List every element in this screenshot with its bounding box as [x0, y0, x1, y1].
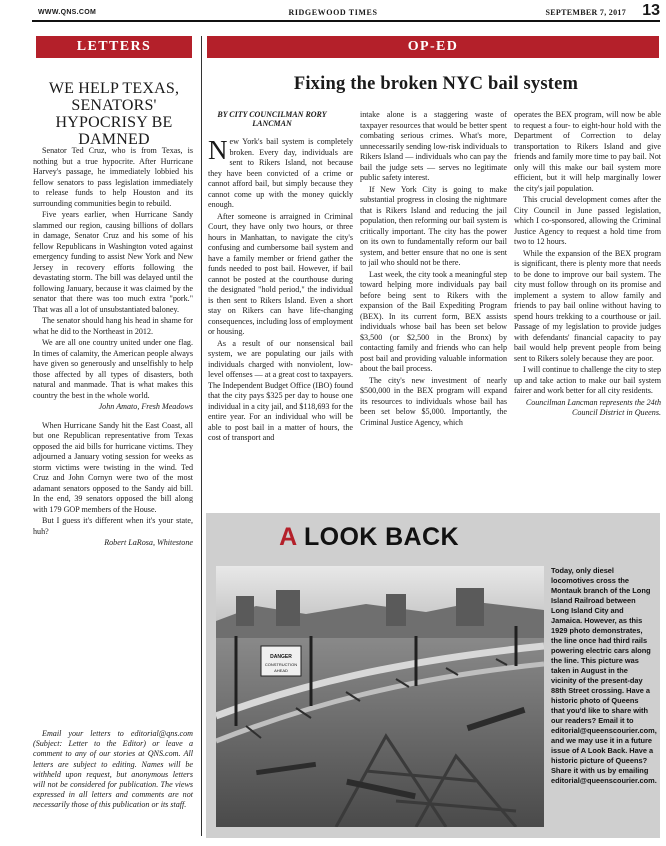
look-back-title-a: A — [279, 523, 304, 551]
photo-caption: Today, only diesel locomotives cross the Montauk branch of the Long Island Railroad between Long Island City and Jamaica. However, as this 1929 photo demonstrates, the line once had third rails powering electric cars along the line. This picture was taken in August in the vicinity of the present-day 88th Street crossing. Have a historic photo of Queens that you'd like to share with our readers? Email it to editorial@queenscourier.com, and we may use it in a future issue of A Look Back. Have a historic picture of Queens? Share it with us by emailing editorial@queenscourier.com. — [551, 566, 657, 785]
letter2-signature: Robert LaRosa, Whitestone — [104, 538, 193, 547]
photo-sign-text: DANGER — [270, 654, 292, 660]
oped-para: Last week, the city took a meaningful step toward helping more individuals pay bail before being sent to Rikers with the expansion of the Bail Expediting Program (BEX). In its current form, BEX assists individuals whose bail has been set below $3,500 (or $2,500 in the Bronx) by contacting family and friends who can help post bail and providing valuable information about the bail process. — [360, 269, 507, 373]
look-back-panel — [206, 513, 660, 838]
header-rule — [32, 20, 660, 22]
letters-body — [33, 146, 193, 557]
oped-para: intake alone is a staggering waste of taxpayer resources that would be better spent combating serious crimes. What's more, unnecessarily sending low-risk individuals to Rikers Island — individuals who can pay the bail the judge sets — serves no legitimate public safety interest. — [360, 110, 507, 182]
oped-para: If New York City is going to make substantial progress in closing the nightmare that is Rikers Island and reducing the jail population, then reforming our bail system is critically important. The city has the power on its own to fundamentally reform our bail system, and better ensure that no one is sent to jail who should not be there. — [360, 184, 507, 267]
photo-sign-text: AHEAD — [274, 668, 288, 673]
paper-name: RIDGEWOOD TIMES — [288, 8, 378, 17]
drop-cap: N — [208, 135, 228, 165]
look-back-title-b: LOOK BACK — [303, 523, 459, 551]
oped-para: I will continue to challenge the city to step up and take action to make our bail system fairer and work better for all city residents. — [514, 365, 662, 395]
oped-col-2 — [360, 110, 507, 429]
letters-footer — [33, 729, 193, 812]
letter1-para: Senator Ted Cruz, who is from Texas, is nothing but a true hypocrite. After Hurricane Harvey's passage, he immediately lobbied his fellow senators to pass legislation immediately to release funds to help Houston and its surrounding communities begin to rebuild. — [33, 146, 193, 208]
letter2-para: But I guess it's different when it's your state, huh? — [33, 516, 193, 536]
oped-para: As a result of our nonsensical bail system, we are populating our jails with individuals charged with nonviolent, low-level offenses — at a great cost to taxpayers. The Independent Budget Office (IBO) found that the city pays $325 per day to house one individual in a city jail, and $118,693 for the entire year. For an individual who will be able to post bail in a matter of hours, the cost of transport and — [208, 338, 353, 442]
page-number: 13 — [642, 2, 660, 19]
column-divider — [201, 36, 202, 836]
page-header — [0, 0, 666, 20]
letter2-para: When Hurricane Sandy hit the East Coast, all but one Republican representative from Texas opposed the aid bills for hurricane victims. They adjourned a January voting session for weeks as storm victims were twisting in the wind. Ted Cruz and John Cornyn were two of the most adamant senators opposed to the Sandy aid bill. In the end, 39 senators opposed the bill along with 179 GOP members of the House. — [33, 420, 193, 514]
oped-col-3 — [514, 110, 661, 427]
oped-col-1 — [208, 137, 353, 445]
oped-para: After someone is arraigned in Criminal Court, they have only two hours, or three hours in Manhattan, to navigate the city's confusing and cumbersome bail system and have a family member or friend gather the funds needed to post bail. However, if bail cannot be posted at the courthouse during the designated "hold period," the individual is then sent to Rikers Island. Even a short stay on Rikers can have life-changing consequences, including loss of employment or housing. — [208, 211, 353, 336]
oped-para: ew York's bail system is completely broken. Every day, individuals are sent to Rikers Island, not because they have been convicted of a crime or cannot afford bail, but simply because they cannot come up with the money quickly enough. — [208, 137, 353, 209]
letter1-para: We are all one country united under one flag. In times of calamity, the American people always have given so generously and unselfishly to help those affected by all types of disasters, both natural and manmade. That is what makes this country the best in the whole world. — [33, 338, 193, 400]
oped-section-bar: OP-ED — [207, 36, 659, 58]
oped-para: operates the BEX program, will now be able to request a four- to eight-hour hold with the Department of Correction to delay transportation to Rikers Island and give friends and family more time to pay bail. Not only will this make our bail system more efficient, but it will help marginally lower the city's jail population. — [514, 110, 661, 193]
historic-photo — [216, 566, 544, 827]
letters-headline: WE HELP TEXAS, SENATORS' HYPOCRISY BE DAMNED — [48, 80, 180, 148]
site-url[interactable]: WWW.QNS.COM — [38, 9, 97, 16]
letters-section-bar: LETTERS — [36, 36, 192, 58]
letter1-signature: John Amato, Fresh Meadows — [98, 402, 193, 411]
oped-para: This crucial development comes after the City Council in June passed legislation, which I co-sponsored, allowing the Criminal Justice Agency to request a hold time from two to 12 hours. — [514, 195, 661, 246]
oped-byline: BY CITY COUNCILMAN RORY LANCMAN — [217, 110, 327, 128]
oped-headline: Fixing the broken NYC bail system — [293, 74, 579, 94]
author-tagline: Councilman Lancman represents the 24th Council District in Queens. — [525, 397, 661, 417]
letter1-para: Five years earlier, when Hurricane Sandy slammed our region, causing billions of dollars in damage, Senator Cruz and his some of his fellow Republicans in Washington voted against emergency funding to assist New York and New Jersey in recovery efforts following the devastating storm. The bill was delayed until the following January, because it was claimed by the senator that there was too much extra "pork." That was all a lot of unsubstantiated baloney. — [33, 210, 193, 314]
photo-sign-text: CONSTRUCTION — [264, 662, 298, 667]
look-back-title — [206, 523, 532, 552]
oped-para: The city's new investment of nearly $500,000 in the BEX program will expand its resources to individuals whose bail has been set below $5,000. Importantly, the Criminal Justice Agency, which — [360, 375, 507, 427]
letters-policy: Email your letters to editorial@qns.com (Subject: Letter to the Editor) or leave a comment to any of our stories at QNS.com. All letters are subject to editing. Names will be withheld upon request, but anonymous letters will not be considered for publication. The views expressed in all letters and comments are not necessarily those of this publication or its staff. — [33, 729, 193, 810]
letter1-para: The senator should hang his head in shame for what he did to the Northeast in 2012. — [33, 316, 193, 336]
oped-para: While the expansion of the BEX program is significant, there is plenty more that needs to be done to improve our bail system. The city must follow through on its promise and implement a system to allow family and friends to pay bail online without having to spend hours trekking to a courthouse or jail. Passage of my legislation to provide judges with defendants' financial capacity to pay bail would help prevent people from being sent to Rikers solely because they are poor. — [514, 248, 661, 363]
issue-date: SEPTEMBER 7, 2017 — [545, 8, 626, 17]
historic-photo-illustration — [216, 566, 544, 827]
